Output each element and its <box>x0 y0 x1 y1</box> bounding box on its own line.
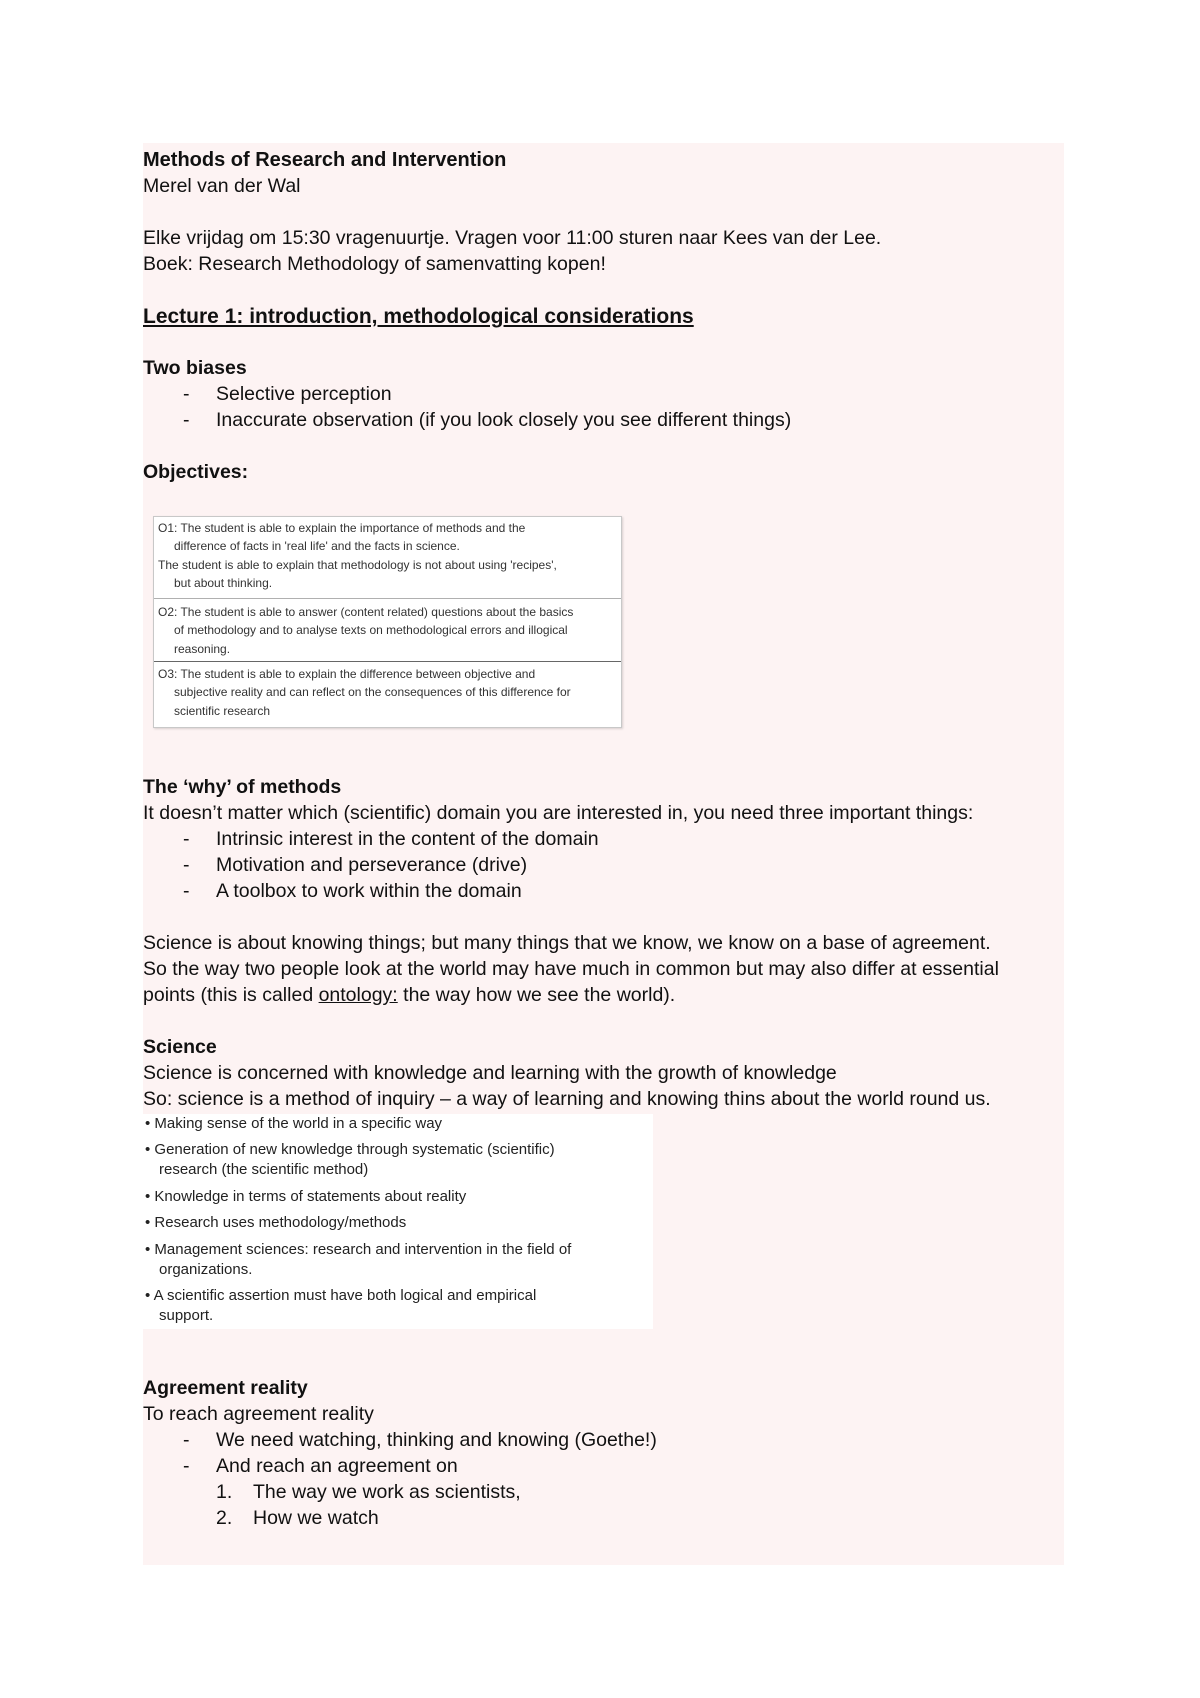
science-heading: Science <box>143 1036 217 1058</box>
objective-text: but about thinking. <box>174 576 273 590</box>
info-line-1: Elke vrijdag om 15:30 vragenuurtje. Vragen voor 11:00 sturen naar Kees van der Lee. <box>143 227 882 249</box>
dash-bullet: - <box>183 880 190 902</box>
dash-bullet: - <box>183 828 190 850</box>
paragraph-line: So the way two people look at the world may have much in common but may also differ at essential <box>143 958 999 980</box>
list-item-text: Intrinsic interest in the content of the domain <box>216 828 599 850</box>
list-item-text: Motivation and perseverance (drive) <box>216 854 528 876</box>
science-bullet: • Making sense of the world in a specific way <box>145 1115 443 1132</box>
numbered-item-text: How we watch <box>253 1507 379 1529</box>
number-marker: 2. <box>216 1507 233 1529</box>
paragraph-line <box>143 982 675 1008</box>
agreement-intro: To reach agreement reality <box>143 1403 374 1425</box>
agreement-heading: Agreement reality <box>143 1377 308 1399</box>
objective-text: difference of facts in 'real life' and the facts in science. <box>174 539 460 553</box>
dash-bullet: - <box>183 1429 190 1451</box>
list-item-text: Selective perception <box>216 383 392 405</box>
objective-text: O2: The student is able to answer (content related) questions about the basics <box>158 605 574 619</box>
objective-text: O1: The student is able to explain the importance of methods and the <box>158 521 526 535</box>
objective-text: reasoning. <box>174 642 231 656</box>
list-item-text: Inaccurate observation (if you look closely you see different things) <box>216 409 792 431</box>
objective-text: scientific research <box>174 704 271 718</box>
dash-bullet: - <box>183 409 190 431</box>
list-item-text: We need watching, thinking and knowing (Goethe!) <box>216 1429 657 1451</box>
paragraph-text: the way how we see the world). <box>397 984 676 1006</box>
objective-text: The student is able to explain that methodology is not about using 'recipes', <box>158 558 557 572</box>
science-bullet: • Management sciences: research and intervention in the field of <box>145 1241 572 1258</box>
science-bullet: • A scientific assertion must have both logical and empirical <box>145 1287 537 1304</box>
science-bullet: • Research uses methodology/methods <box>145 1214 407 1231</box>
objectives-table <box>153 516 622 728</box>
science-bullets-image <box>143 1114 653 1329</box>
dash-bullet: - <box>183 383 190 405</box>
objective-text: subjective reality and can reflect on the consequences of this difference for <box>174 685 571 699</box>
document-page <box>143 143 1064 1565</box>
author-name: Merel van der Wal <box>143 175 301 197</box>
objective-row <box>154 517 621 597</box>
dash-bullet: - <box>183 854 190 876</box>
list-item-text: And reach an agreement on <box>216 1455 458 1477</box>
paragraph-text: points (this is called <box>143 984 319 1006</box>
objectives-heading: Objectives: <box>143 461 249 483</box>
science-bullet-cont: support. <box>159 1307 214 1324</box>
objective-row <box>154 598 621 661</box>
numbered-item-text: The way we work as scientists, <box>253 1481 521 1503</box>
biases-heading: Two biases <box>143 357 247 379</box>
ontology-term: ontology: <box>318 984 398 1006</box>
document-title: Methods of Research and Intervention <box>143 149 507 171</box>
dash-bullet: - <box>183 1455 190 1477</box>
objective-text: O3: The student is able to explain the difference between objective and <box>158 667 536 681</box>
info-line-2: Boek: Research Methodology of samenvatting kopen! <box>143 253 606 275</box>
science-bullet-cont: research (the scientific method) <box>159 1161 369 1178</box>
paragraph-line: Science is about knowing things; but many things that we know, we know on a base of agreement. <box>143 932 991 954</box>
science-bullet: • Knowledge in terms of statements about reality <box>145 1188 467 1205</box>
why-intro: It doesn’t matter which (scientific) domain you are interested in, you need three important things: <box>143 802 974 824</box>
list-item-text: A toolbox to work within the domain <box>216 880 522 902</box>
number-marker: 1. <box>216 1481 233 1503</box>
objective-row <box>154 661 621 726</box>
science-bullet-cont: organizations. <box>159 1261 253 1278</box>
science-line-1: Science is concerned with knowledge and learning with the growth of knowledge <box>143 1062 837 1084</box>
lecture-heading: Lecture 1: introduction, methodological considerations <box>143 305 694 328</box>
science-line-2: So: science is a method of inquiry – a way of learning and knowing thins about the world round us. <box>143 1088 991 1110</box>
objective-text: of methodology and to analyse texts on methodological errors and illogical <box>174 623 568 637</box>
why-heading: The ‘why’ of methods <box>143 776 342 798</box>
science-bullet: • Generation of new knowledge through systematic (scientific) <box>145 1141 555 1158</box>
